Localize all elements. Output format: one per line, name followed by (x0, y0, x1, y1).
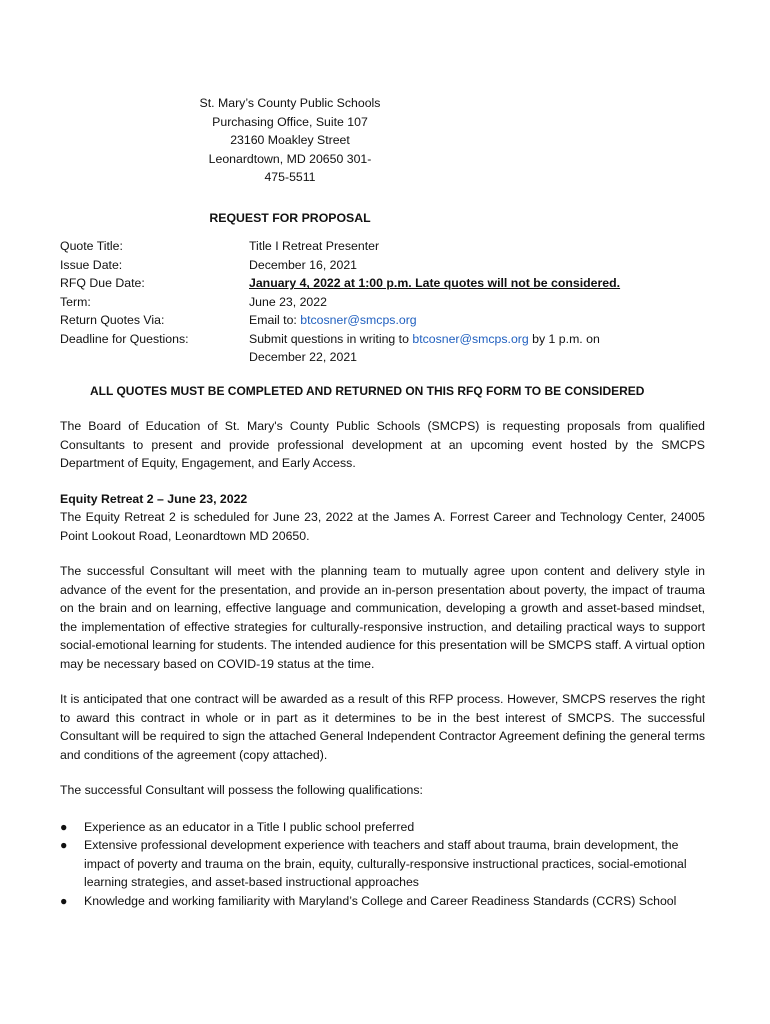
info-row-due-date (60, 274, 705, 293)
due-date-value: January 4, 2022 at 1:00 p.m. Late quotes will not be considered. (249, 276, 621, 291)
address-block (120, 94, 460, 187)
term-value: June 23, 2022 (249, 294, 327, 309)
deadline-suffix: by 1 p.m. on (528, 331, 600, 346)
info-row-term (60, 293, 705, 312)
qualification-text: Knowledge and working familiarity with Maryland’s College and Career Readiness Standards (CCRS) School (84, 893, 677, 908)
info-row-deadline (60, 330, 705, 367)
street-address: 23160 Moakley Street (230, 133, 350, 148)
retreat-heading: Equity Retreat 2 – June 23, 2022 (60, 491, 248, 506)
bullet-icon: ● (60, 893, 68, 908)
return-label: Return Quotes Via: (60, 313, 165, 328)
return-email-link[interactable]: btcosner@smcps.org (300, 313, 417, 328)
quote-title-value: Title I Retreat Presenter (249, 239, 380, 254)
bullet-icon: ● (60, 838, 68, 853)
quote-title-label: Quote Title: (60, 239, 123, 254)
phone-continuation: 475-5511 (264, 170, 316, 185)
document-title: REQUEST FOR PROPOSAL (209, 210, 371, 225)
issue-date-value: December 16, 2021 (249, 257, 358, 272)
qualifications-list (60, 818, 705, 911)
consultant-paragraph: The successful Consultant will meet with the planning team to mutually agree upon content and delivery style in advance of the event for the presentation, and provide an in-person presentation about poverty, the impact of trauma on the brain and on learning, effective language and communication, developing a growth and asset-based mindset, the implementation of effective strategies for culturally-responsive instruction, and detailing practical ways to support social-emotional learning for students. The intended audience for this presentation will be SMCPS staff. A virtual option may be necessary based on COVID-19 status at the time. (60, 564, 705, 671)
issue-date-label: Issue Date: (60, 257, 123, 272)
list-item (60, 836, 705, 892)
office-suite: Purchasing Office, Suite 107 (212, 114, 368, 129)
intro-paragraph: The Board of Education of St. Mary's County Public Schools (SMCPS) is requesting proposals from qualified Consultants to present and provide professional development at an upcoming event hosted by the SMCPS Department of Equity, Engagement, and Early Access. (60, 419, 705, 471)
qualification-text: Experience as an educator in a Title I public school preferred (84, 819, 415, 834)
city-state-zip: Leonardtown, MD 20650 301- (208, 151, 372, 166)
info-row-quote-title (60, 237, 705, 256)
list-item (60, 818, 705, 837)
bullet-icon: ● (60, 819, 68, 834)
completion-notice: ALL QUOTES MUST BE COMPLETED AND RETURNED ON THIS RFQ FORM TO BE CONSIDERED (90, 383, 645, 398)
document-page (60, 94, 705, 910)
list-item (60, 892, 705, 911)
deadline-date: December 22, 2021 (249, 350, 358, 365)
due-date-label: RFQ Due Date: (60, 276, 145, 291)
info-row-return (60, 311, 705, 330)
return-value (249, 311, 705, 330)
deadline-email-link[interactable]: btcosner@smcps.org (412, 331, 529, 346)
qualifications-intro: The successful Consultant will possess the following qualifications: (60, 783, 423, 798)
deadline-value (249, 330, 705, 367)
deadline-prefix: Submit questions in writing to (249, 331, 413, 346)
info-row-issue-date (60, 256, 705, 275)
contract-paragraph: It is anticipated that one contract will be awarded as a result of this RFP process. However, SMCPS reserves the right to award this contract in whole or in part as it determines to be in the best interest of SMCPS. The successful Consultant will be required to sign the attached General Independent Contractor Agreement defining the general terms and conditions of the agreement (copy attached). (60, 692, 705, 762)
qualification-text: Extensive professional development experience with teachers and staff about trauma, brain development, the impact of poverty and trauma on the brain, equity, culturally-responsive instructional practices, social-emotional learning strategies, and asset-based instructional approaches (84, 838, 687, 890)
term-label: Term: (60, 294, 91, 309)
rfq-info-table (60, 237, 705, 367)
org-name: St. Mary’s County Public Schools (199, 96, 381, 110)
return-prefix: Email to: (249, 313, 301, 328)
deadline-label: Deadline for Questions: (60, 331, 189, 346)
retreat-paragraph: The Equity Retreat 2 is scheduled for June 23, 2022 at the James A. Forrest Career and Technology Center, 24005 Point Lookout Road, Leonardtown MD 20650. (60, 510, 705, 543)
